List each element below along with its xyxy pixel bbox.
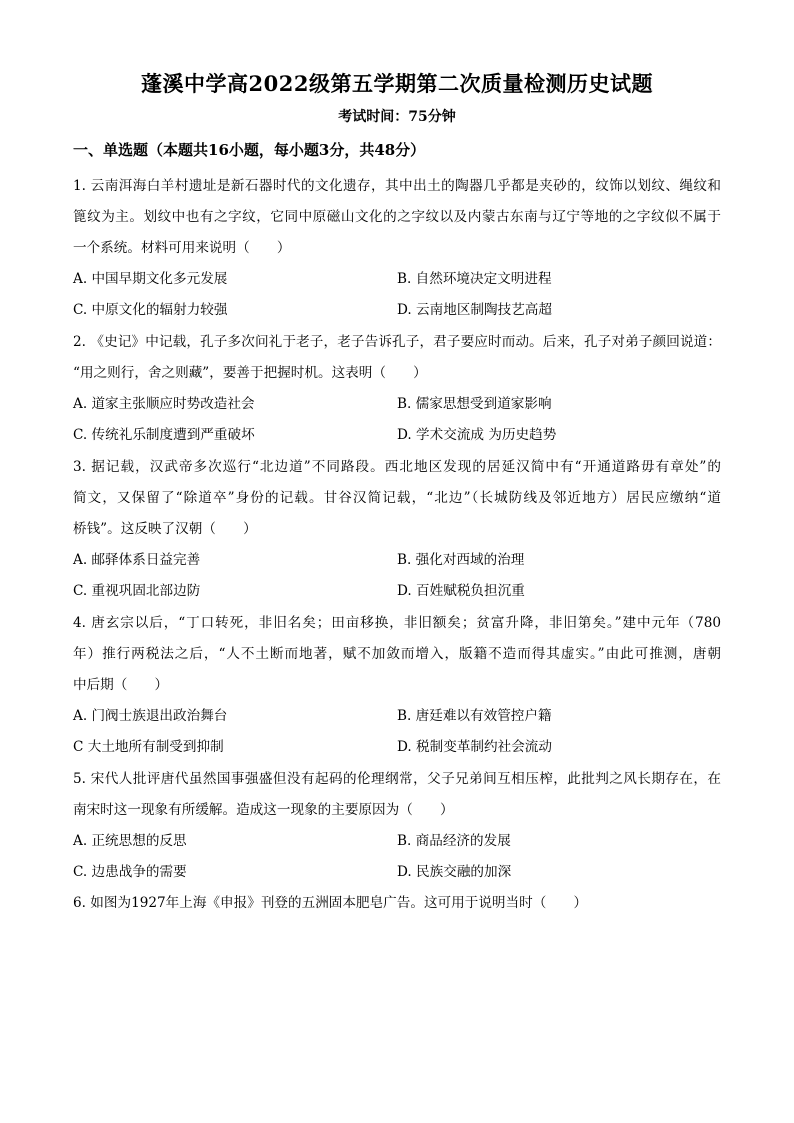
question-1-option-a: A. 中国早期文化多元发展 (73, 271, 228, 287)
question-3-option-c: C. 重视巩固北部边防 (73, 583, 201, 599)
question-4-option-b: B. 唐廷难以有效管控户籍 (397, 708, 552, 724)
exam-duration: 考试时间：75分钟 (338, 109, 456, 125)
question-2-option-b: B. 儒家思想受到道家影响 (397, 396, 552, 412)
question-2-line-2: “用之则行，舍之则藏”，要善于把握时机。这表明（ ） (73, 365, 427, 381)
question-3-option-b: B. 强化对西域的治理 (397, 552, 525, 568)
question-5-option-d: D. 民族交融的加深 (397, 864, 512, 880)
question-6-line-1: 6. 如图为1927年上海《申报》刊登的五洲固本肥皂广告。这可用于说明当时（ ） (73, 895, 588, 911)
question-5-option-b: B. 商品经济的发展 (397, 833, 511, 849)
question-2-option-a: A. 道家主张顺应时势改造社会 (73, 396, 255, 412)
question-3-line-1: 3. 据记载，汉武帝多次巡行“北边道”不同路段。西北地区发现的居延汉简中有“开通道路毋有章处”的 (73, 459, 721, 475)
question-5-option-a: A. 正统思想的反思 (73, 833, 187, 849)
question-3-option-a: A. 邮驿体系日益完善 (73, 552, 201, 568)
question-4-line-2: 年）推行两税法之后，“人不土断而地著，赋不加敛而增入，版籍不造而得其虚实。”由此可推测，唐朝 (73, 646, 721, 662)
question-1-line-3: 一个系统。材料可用来说明（ ） (73, 240, 291, 256)
question-5-line-2: 南宋时这一现象有所缓解。造成这一现象的主要原因为（ ） (73, 802, 454, 818)
question-4-option-d: D. 税制变革制约社会流动 (397, 739, 552, 755)
question-2-option-c: C. 传统礼乐制度遭到严重破坏 (73, 427, 255, 443)
question-4-option-c: C 大土地所有制受到抑制 (73, 739, 224, 755)
question-3-line-2: 简文，又保留了“除道卒”身份的记载。甘谷汉简记载，“北边”（长城防线及邻近地方）居民应缴纳“道 (73, 490, 721, 506)
page-title: 蓬溪中学高2022级第五学期第二次质量检测历史试题 (141, 71, 653, 96)
question-1-option-b: B. 自然环境决定文明进程 (397, 271, 552, 287)
question-1-option-c: C. 中原文化的辐射力较强 (73, 302, 228, 318)
question-4-line-3: 中后期（ ） (73, 677, 169, 693)
question-2-line-1: 2. 《史记》中记载，孔子多次问礼于老子，老子告诉孔子，君子要应时而动。后来，孔子对弟子颜回说道： (73, 334, 721, 350)
question-4-line-1: 4. 唐玄宗以后，“丁口转死，非旧名矣；田亩移换，非旧额矣；贫富升降，非旧第矣。”建中元年（780 (73, 615, 721, 631)
question-1-line-2: 篦纹为主。划纹中也有之字纹，它同中原磁山文化的之字纹以及内蒙古东南与辽宁等地的之字纹似不属于 (73, 209, 721, 225)
question-1-line-1: 1. 云南洱海白羊村遗址是新石器时代的文化遗存，其中出土的陶器几乎都是夹砂的，纹饰以划纹、绳纹和 (73, 178, 721, 194)
question-3-option-d: D. 百姓赋税负担沉重 (397, 583, 525, 599)
question-5-option-c: C. 边患战争的需要 (73, 864, 187, 880)
section-heading: 一、单选题（本题共16小题，每小题3分，共48分） (73, 141, 426, 159)
question-1-option-d: D. 云南地区制陶技艺高超 (397, 302, 552, 318)
question-5-line-1: 5. 宋代人批评唐代虽然国事强盛但没有起码的伦理纲常，父子兄弟间互相压榨，此批判之风长期存在，在 (73, 771, 721, 787)
question-2-option-d: D. 学术交流成 为历史趋势 (397, 427, 557, 443)
question-3-line-3: 桥钱”。这反映了汉朝（ ） (73, 521, 257, 537)
question-4-option-a: A. 门阀士族退出政治舞台 (73, 708, 228, 724)
